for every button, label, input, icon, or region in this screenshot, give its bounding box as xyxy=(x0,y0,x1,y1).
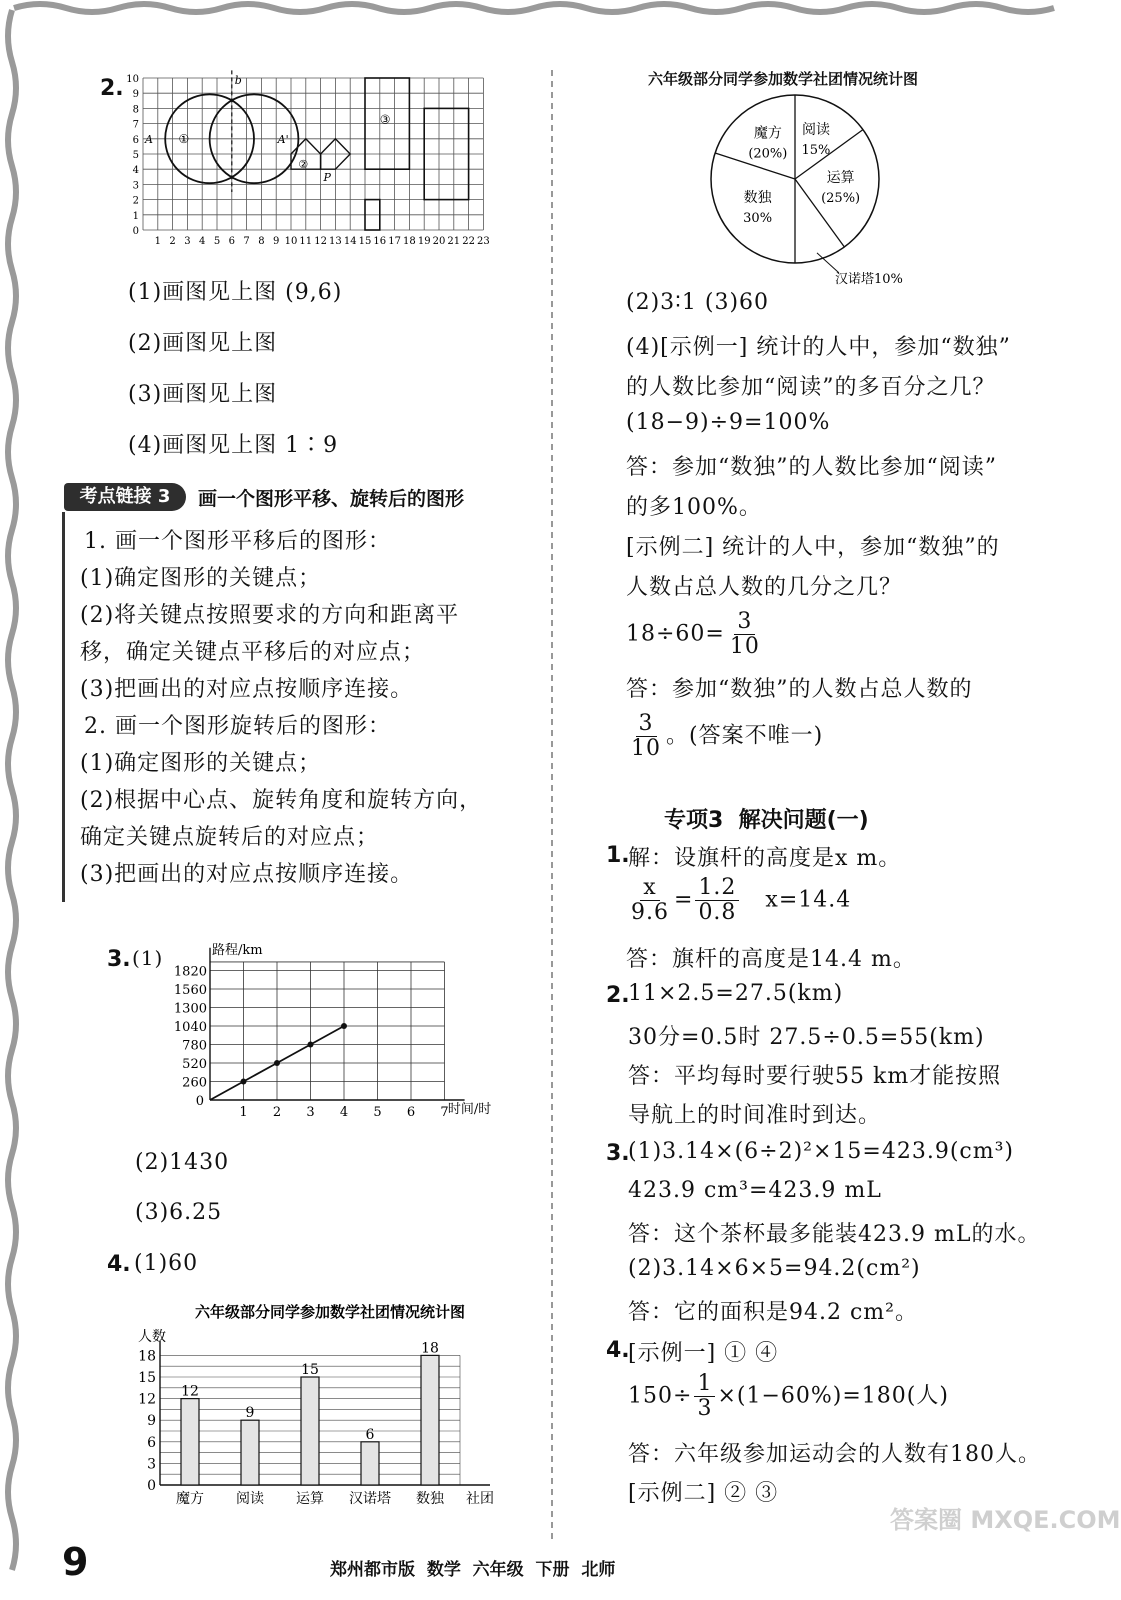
example1-line-3: (18−9)÷9=100% xyxy=(626,410,831,435)
s4-example-2: [示例二] ② ③ xyxy=(628,1481,779,1506)
q2-answer-2: (2)画图见上图 xyxy=(128,331,278,356)
section-q3-number: 3. xyxy=(606,1141,630,1166)
s4-eq-right: ×(1−60%)=180(人) xyxy=(717,1383,949,1409)
frac-denominator: 0.8 xyxy=(698,900,737,926)
x-tick-label: 10 xyxy=(284,236,298,247)
frac-numerator: 3 xyxy=(636,712,657,737)
x-tick-label: 16 xyxy=(373,236,387,247)
badge-label: 考点链接 3 xyxy=(79,486,171,507)
line-chart xyxy=(170,940,540,1140)
question-4-number: 4. xyxy=(107,1252,131,1277)
pie-slice-value: (25%) xyxy=(821,191,861,207)
example2-line-1: [示例二] 统计的人中，参加“数独”的 xyxy=(626,535,1000,560)
s3-line-5: 答：它的面积是94.2 cm²。 xyxy=(628,1300,918,1325)
y-tick-label: 260 xyxy=(182,1075,207,1091)
q3-answer-3: (3)6.25 xyxy=(135,1200,223,1225)
example1-line-2: 的人数比参加“阅读”的多百分之几？ xyxy=(626,375,996,400)
x-tick-label: 4 xyxy=(199,236,206,247)
example2-answer: 答：参加“数独”的人数占总人数的 xyxy=(626,677,973,702)
x-tick-label: 17 xyxy=(388,236,401,247)
link-line-9: 确定关键点旋转后的对应点； xyxy=(80,825,380,850)
example1-line-5: 的多100%。 xyxy=(626,495,762,520)
x-tick-label: 2 xyxy=(272,1105,282,1120)
s3-line-1: (1)3.14×(6÷2)²×15=423.9(cm³) xyxy=(628,1139,1015,1164)
label-shape-2: ② xyxy=(298,158,309,172)
q2-answer-1: (1)画图见上图 (9,6) xyxy=(128,280,343,305)
y-tick-label: 15 xyxy=(138,1370,156,1386)
y-tick-label: 1820 xyxy=(173,964,207,980)
x-tick-label: 8 xyxy=(258,236,265,247)
x-tick-label: 3 xyxy=(184,236,191,247)
y-tick-label: 6 xyxy=(147,1434,156,1451)
q2-answer-3: (3)画图见上图 xyxy=(128,382,278,407)
link-line-7: (1)确定图形的关键点； xyxy=(80,751,322,776)
example2-fraction xyxy=(727,610,763,659)
q4-answer-1: (1)60 xyxy=(134,1251,199,1276)
example2-line-2: 人数占总人数的几分之几？ xyxy=(626,575,903,600)
pie-slice-name: 魔方 xyxy=(753,125,782,142)
frac-denominator: 10 xyxy=(729,634,760,660)
answer-not-unique: 。(答案不唯一) xyxy=(666,723,824,749)
x-tick-label: 1 xyxy=(154,236,161,247)
origin-label: 0 xyxy=(195,1094,204,1109)
knowledge-link-title: 画一个图形平移、旋转后的图形 xyxy=(198,488,465,510)
s3-line-4: (2)3.14×6×5=94.2(cm²) xyxy=(628,1256,921,1281)
q3-answer-2: (2)1430 xyxy=(135,1150,230,1175)
link-line-8: (2)根据中心点、旋转角度和旋转方向， xyxy=(80,788,483,813)
x-tick-label: 1 xyxy=(239,1105,248,1120)
bar-value-label: 18 xyxy=(421,1340,439,1357)
link-line-1: 1. 画一个图形平移后的图形： xyxy=(84,529,391,554)
section-title: 专项3 解决问题(一) xyxy=(664,808,869,833)
column-divider xyxy=(550,70,554,1540)
x-tick-label: 12 xyxy=(314,236,327,247)
bar xyxy=(361,1442,379,1485)
q3-part1-label: (1) xyxy=(132,946,164,970)
x-tick-label: 6 xyxy=(228,236,235,247)
x-tick-label: 23 xyxy=(477,236,490,247)
s1-equation: $\frac{x}{9.6}$ = $\frac{1.2}{0.8}$ x=14.4 xyxy=(626,876,851,925)
data-point xyxy=(308,1042,314,1048)
x-tick-label: 19 xyxy=(417,236,431,247)
s3-line-2: 423.9 cm³=423.9 mL xyxy=(628,1178,882,1203)
x-tick-label: 2 xyxy=(169,236,176,247)
x-tick-label: 汉诺塔 xyxy=(349,1491,391,1507)
y-tick-label: 1560 xyxy=(173,983,207,998)
x-tick-label: 22 xyxy=(462,236,475,247)
bar xyxy=(181,1399,199,1485)
s2-line-4: 导航上的时间准时到达。 xyxy=(628,1103,882,1128)
label-b: b xyxy=(234,74,242,88)
s1-fraction-left xyxy=(628,876,672,925)
question-3-number: 3. xyxy=(107,947,131,972)
label-circle-1: ① xyxy=(178,131,190,146)
pie-slice-name: 阅读 xyxy=(801,121,830,138)
s2-line-3: 答：平均每时要行驶55 km才能按照 xyxy=(628,1064,1002,1089)
y-tick-label: 3 xyxy=(147,1456,156,1473)
y-tick-label: 8 xyxy=(132,104,139,116)
link-line-5: (3)把画出的对应点按顺序连接。 xyxy=(80,677,414,702)
pie-slice-value: 30% xyxy=(743,211,773,227)
link-line-3: (2)将关键点按照要求的方向和距离平 xyxy=(80,603,460,628)
y-tick-label: 6 xyxy=(132,134,139,146)
x-tick-label: 7 xyxy=(440,1105,449,1120)
y-tick-label: 2 xyxy=(132,195,139,207)
x-tick-label: 7 xyxy=(243,236,250,247)
s2-line-2: 30分=0.5时 27.5÷0.5=55(km) xyxy=(628,1025,985,1050)
frac-denominator: 9.6 xyxy=(631,900,669,926)
s4-line-1: [示例一] ① ④ xyxy=(628,1341,779,1366)
x-tick-label: 15 xyxy=(358,236,372,247)
y-tick-label: 18 xyxy=(138,1348,156,1365)
pie-slice-boundary xyxy=(795,179,844,247)
x-tick-label: 5 xyxy=(213,236,221,247)
x-tick-label: 5 xyxy=(373,1105,382,1120)
answer-2-3: (2)3∶1 (3)60 xyxy=(626,290,770,315)
x-tick-label: 数独 xyxy=(416,1491,444,1507)
bar-value-label: 15 xyxy=(301,1362,319,1378)
x-tick-label: 18 xyxy=(403,236,416,247)
frac-numerator: x xyxy=(640,876,659,901)
y-tick-label: 9 xyxy=(132,89,139,101)
bar-chart-title: 六年级部分同学参加数学社团情况统计图 xyxy=(194,1303,466,1321)
data-point xyxy=(341,1023,347,1029)
data-point xyxy=(241,1079,247,1085)
pie-slice-value: (20%) xyxy=(748,146,788,162)
example2-equation xyxy=(626,610,765,659)
y-tick-label: 1040 xyxy=(173,1020,207,1035)
x-tick-label: 9 xyxy=(273,236,280,247)
x-tick-label: 14 xyxy=(343,236,357,247)
s1-line-1: 解：设旗杆的高度是x m。 xyxy=(628,846,902,871)
x-tick-label: 运算 xyxy=(296,1491,324,1507)
y-tick-label: 1 xyxy=(132,210,139,222)
section-q1-number: 1. xyxy=(606,843,630,868)
section-q4-number: 4. xyxy=(606,1338,630,1363)
coordinate-grid-figure xyxy=(115,70,515,255)
y-tick-label: 0 xyxy=(147,1478,156,1494)
x-tick-label: 6 xyxy=(406,1105,416,1120)
y-tick-label: 3 xyxy=(132,180,139,192)
y-tick-label: 780 xyxy=(182,1038,207,1054)
x-tick-label: 13 xyxy=(329,236,342,247)
s4-equation xyxy=(628,1372,949,1421)
link-line-6: 2. 画一个图形旋转后的图形： xyxy=(84,714,391,739)
example2-eq-left: 18÷60= xyxy=(626,621,725,647)
x-axis-label: 时间/时 xyxy=(447,1102,492,1117)
y-tick-label: 5 xyxy=(132,150,139,161)
question-2-number: 2. xyxy=(100,76,124,101)
x-tick-label: 20 xyxy=(432,236,446,247)
y-tick-label: 7 xyxy=(132,119,139,131)
frac-denominator: 10 xyxy=(631,736,661,762)
x-tick-label: 11 xyxy=(299,236,313,247)
s4-eq-left: 150÷ xyxy=(628,1383,693,1409)
watermark-logo: 答案圈 MXQE.COM xyxy=(890,1506,1121,1534)
data-point xyxy=(274,1060,280,1066)
y-tick-label: 4 xyxy=(132,165,139,177)
s3-line-3: 答：这个茶杯最多能装423.9 mL的水。 xyxy=(628,1222,1041,1247)
bar xyxy=(421,1355,439,1485)
s1-answer: 答：旗杆的高度是14.4 m。 xyxy=(626,947,916,972)
bar xyxy=(241,1420,259,1485)
example1-line-1: (4)[示例一] 统计的人中，参加“数独” xyxy=(626,335,1011,360)
x-tick-label: 4 xyxy=(339,1105,349,1120)
frac-numerator: 3 xyxy=(734,610,755,635)
y-axis-label: 路程/km xyxy=(212,943,263,958)
label-A-prime: A' xyxy=(277,132,289,146)
y-axis-label: 人数 xyxy=(138,1329,166,1345)
y-tick-label: 1300 xyxy=(173,1001,207,1017)
bar-value-label: 9 xyxy=(245,1405,255,1422)
y-tick-label: 520 xyxy=(182,1057,207,1072)
label-P: P xyxy=(323,170,331,184)
pie-slice-label: 汉诺塔10% xyxy=(834,271,903,287)
example2-answer-tail xyxy=(626,712,823,761)
bar-value-label: 6 xyxy=(365,1426,375,1443)
bar-chart xyxy=(120,1295,540,1515)
pie-chart-title: 六年级部分同学参加数学社团情况统计图 xyxy=(648,70,919,88)
y-tick-label: 10 xyxy=(126,74,139,85)
pie-chart xyxy=(700,96,960,287)
link-line-4: 移，确定关键点平移后的对应点； xyxy=(80,640,426,665)
frac-numerator: 1.2 xyxy=(695,876,739,901)
label-rect-3: ③ xyxy=(379,112,391,127)
frac-denominator: 3 xyxy=(697,1396,713,1422)
x-tick-label: 3 xyxy=(306,1105,315,1120)
page-number: 9 xyxy=(62,1540,89,1584)
frac-numerator: 1 xyxy=(694,1372,715,1397)
s4-answer: 答：六年级参加运动会的人数有180人。 xyxy=(628,1442,1041,1467)
bar-value-label: 12 xyxy=(181,1383,199,1400)
y-tick-label: 12 xyxy=(138,1391,156,1408)
s1-result: x=14.4 xyxy=(765,887,852,913)
x-tick-label: 阅读 xyxy=(236,1491,264,1507)
pie-slice-name: 运算 xyxy=(826,170,855,187)
label-A: A xyxy=(145,132,153,146)
bar xyxy=(301,1377,319,1485)
section-q2-number: 2. xyxy=(606,983,630,1008)
s4-fraction xyxy=(694,1372,715,1421)
knowledge-link-badge xyxy=(64,483,186,511)
s2-line-1: 11×2.5=27.5(km) xyxy=(628,981,844,1006)
y-tick-label: 0 xyxy=(132,226,139,237)
footer-text: 郑州都市版 数学 六年级 下册 北师 xyxy=(330,1560,616,1580)
q2-answer-4: (4)画图见上图 1∶9 xyxy=(128,433,339,458)
example2-answer-fraction xyxy=(628,712,664,761)
pie-slice-name: 数独 xyxy=(743,190,772,207)
link-line-2: (1)确定图形的关键点； xyxy=(80,566,322,591)
link-line-10: (3)把画出的对应点按顺序连接。 xyxy=(80,862,414,887)
x-axis-label: 社团 xyxy=(466,1491,494,1507)
x-tick-label: 21 xyxy=(447,236,461,247)
x-tick-label: 魔方 xyxy=(176,1491,204,1507)
example1-line-4: 答：参加“数独”的人数比参加“阅读” xyxy=(626,455,997,480)
s1-fraction-right xyxy=(695,876,739,925)
pie-slice-value: 15% xyxy=(801,142,831,158)
y-tick-label: 9 xyxy=(147,1413,156,1430)
